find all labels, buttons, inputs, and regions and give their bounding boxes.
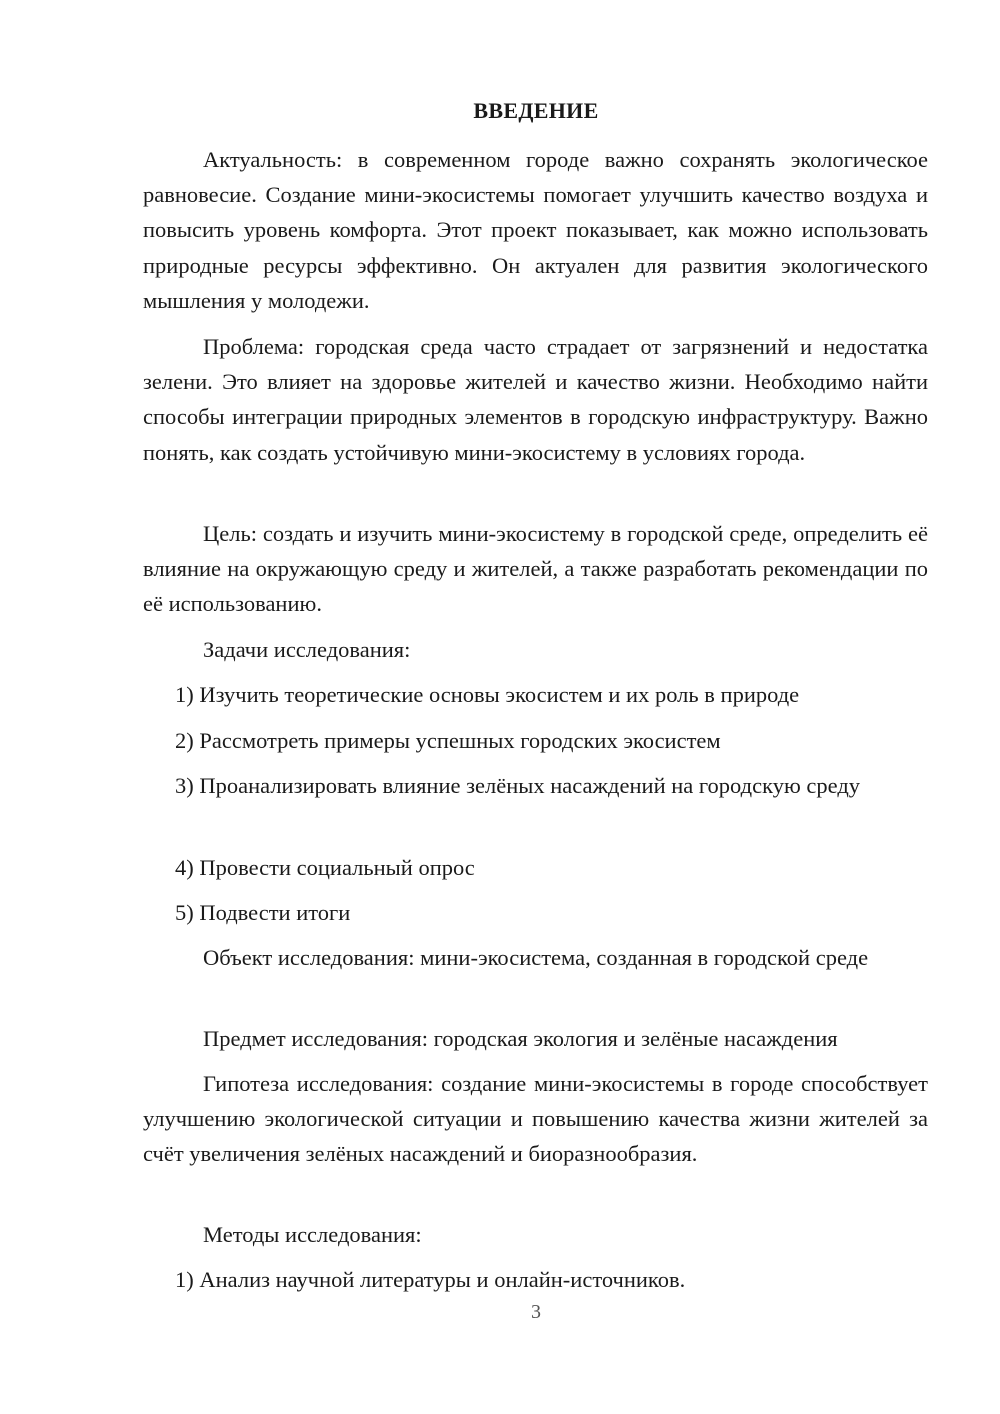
task-item: 4) Провести социальный опрос: [175, 855, 475, 880]
task-item: 1) Изучить теоретические основы экосистем и их роль в природе: [175, 682, 800, 707]
task-item: 2) Рассмотреть примеры успешных городских экосистем: [175, 728, 721, 753]
task-item: 5) Подвести итоги: [175, 900, 351, 925]
page-title: ВВЕДЕНИЕ: [473, 98, 599, 123]
paragraph-hypothesis: Гипотеза исследования: создание мини-экосистемы в городе способствует улучшению экологической ситуации и повышению качества жизни жителей за счёт увеличения зелёных насаждений и биоразнообразия.: [143, 1071, 928, 1167]
paragraph-object: Объект исследования: мини-экосистема, созданная в городской среде: [203, 945, 869, 970]
paragraph-goal: Цель: создать и изучить мини-экосистему в городской среде, определить её влияние на окружающую среду и жителей, а также разработать рекомендации по её использованию.: [143, 521, 928, 617]
method-item: 1) Анализ научной литературы и онлайн-источников.: [175, 1267, 686, 1292]
tasks-heading: Задачи исследования:: [203, 637, 411, 662]
paragraph-relevance: Актуальность: в современном городе важно сохранять экологическое равновесие. Создание мини-экосистемы помогает улучшить качество воздуха и повысить уровень комфорта. Этот проект показывает, как можно использовать природные ресурсы эффективно. Он актуален для развития экологического мышления у молодежи.: [143, 147, 928, 313]
task-item: 3) Проанализировать влияние зелёных насаждений на городскую среду: [175, 773, 861, 798]
methods-heading: Методы исследования:: [203, 1222, 422, 1247]
paragraph-subject: Предмет исследования: городская экология и зелёные насаждения: [203, 1026, 838, 1051]
page-number: 3: [531, 1301, 541, 1323]
paragraph-problem: Проблема: городская среда часто страдает от загрязнений и недостатка зелени. Это влияет на здоровье жителей и качество жизни. Необходимо найти способы интеграции природных элементов в городскую инфраструктуру. Важно понять, как создать устойчивую мини-экосистему в условиях города.: [143, 334, 928, 465]
